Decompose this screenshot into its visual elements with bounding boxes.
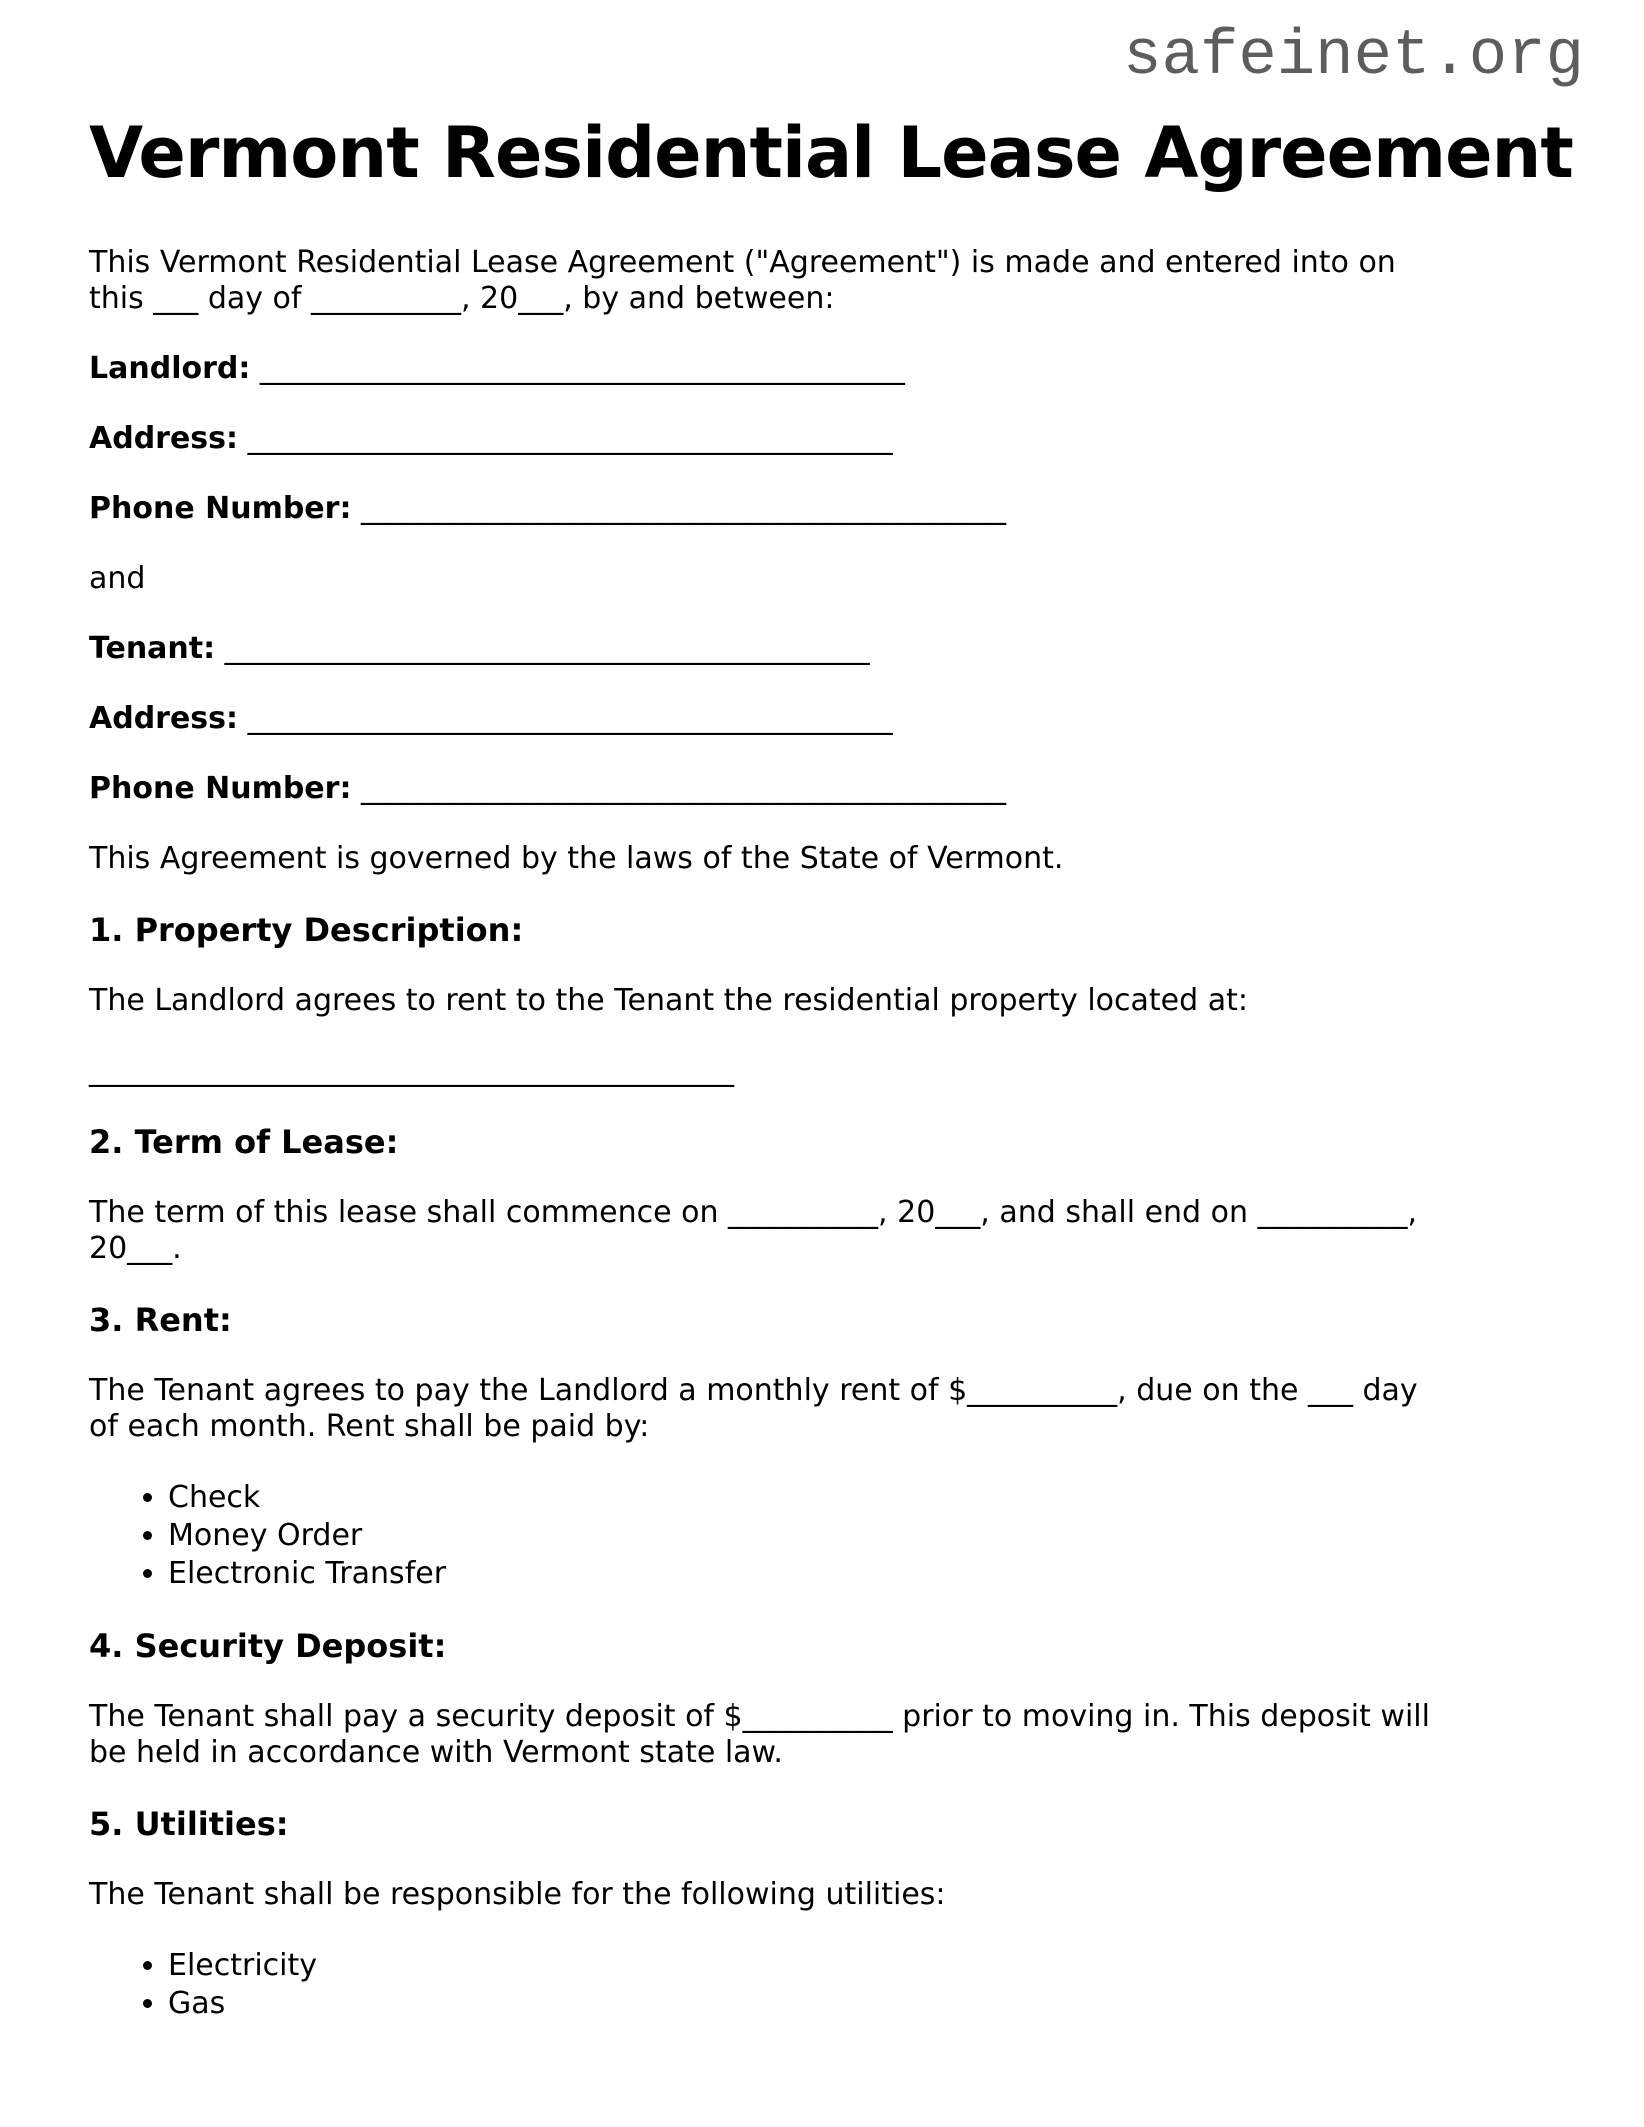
- list-item: • Electricity: [168, 1947, 1584, 1985]
- connector-text: and: [89, 561, 146, 597]
- landlord-phone-blank: ___________________________________________: [361, 491, 1006, 527]
- list-item: • Electronic Transfer: [168, 1555, 1584, 1593]
- intro-line-1: This Vermont Residential Lease Agreement ("Agreement") is made and entered into on: [89, 245, 1396, 281]
- deposit-line-1: The Tenant shall pay a security deposit of $__________ prior to moving in. This deposit will: [89, 1699, 1430, 1735]
- tenant-phone-blank: ___________________________________________: [361, 771, 1006, 807]
- utilities-list: [89, 1947, 1584, 2023]
- intro-paragraph: [89, 245, 1584, 317]
- deposit-paragraph: [89, 1699, 1584, 1771]
- landlord-blank: ___________________________________________: [259, 351, 905, 387]
- tenant-address-blank: ___________________________________________: [247, 701, 893, 737]
- term-line-2: 20___.: [89, 1231, 182, 1267]
- tenant-phone-label: Phone Number:: [89, 771, 352, 807]
- property-body: The Landlord agrees to rent to the Tenant the residential property located at:: [89, 983, 1248, 1019]
- term-line-1: The term of this lease shall commence on __________, 20___, and shall end on __________,: [89, 1195, 1418, 1231]
- section-heading-rent: 3. Rent:: [89, 1301, 232, 1340]
- rent-line-1: The Tenant agrees to pay the Landlord a monthly rent of $__________, due on the ___ day: [89, 1373, 1418, 1409]
- list-item: • Money Order: [168, 1517, 1584, 1555]
- landlord-address-blank: ___________________________________________: [247, 421, 893, 457]
- list-item: • Check: [168, 1479, 1584, 1517]
- utilities-body: The Tenant shall be responsible for the following utilities:: [89, 1877, 946, 1913]
- deposit-line-2: be held in accordance with Vermont state law.: [89, 1735, 783, 1771]
- rent-methods-list: [89, 1479, 1584, 1593]
- landlord-address-label: Address:: [89, 421, 239, 457]
- intro-line-2: this ___ day of __________, 20___, by and between:: [89, 281, 835, 317]
- term-paragraph: [89, 1195, 1584, 1267]
- landlord-address-row: [89, 421, 1584, 457]
- section-heading-utilities: 5. Utilities:: [89, 1805, 289, 1844]
- list-item: • Gas: [168, 1985, 1584, 2023]
- tenant-row: [89, 631, 1584, 667]
- landlord-label: Landlord:: [89, 351, 251, 387]
- property-blank-line: [89, 1053, 1584, 1089]
- landlord-phone-row: [89, 491, 1584, 527]
- property-blank: ___________________________________________: [89, 1053, 734, 1089]
- governing-law-paragraph: This Agreement is governed by the laws of the State of Vermont.: [89, 841, 1064, 877]
- tenant-blank: ___________________________________________: [224, 631, 870, 667]
- landlord-phone-label: Phone Number:: [89, 491, 352, 527]
- landlord-row: [89, 351, 1584, 387]
- section-heading-term: 2. Term of Lease:: [89, 1123, 399, 1162]
- rent-line-2: of each month. Rent shall be paid by:: [89, 1409, 650, 1445]
- tenant-address-row: [89, 701, 1584, 737]
- section-heading-deposit: 4. Security Deposit:: [89, 1627, 447, 1666]
- rent-paragraph: [89, 1373, 1584, 1445]
- tenant-label: Tenant:: [89, 631, 216, 667]
- document-title: Vermont Residential Lease Agreement: [89, 112, 1573, 195]
- section-heading-property: 1. Property Description:: [89, 911, 524, 950]
- tenant-address-label: Address:: [89, 701, 239, 737]
- tenant-phone-row: [89, 771, 1584, 807]
- site-logo: safeinet.org: [1123, 21, 1584, 93]
